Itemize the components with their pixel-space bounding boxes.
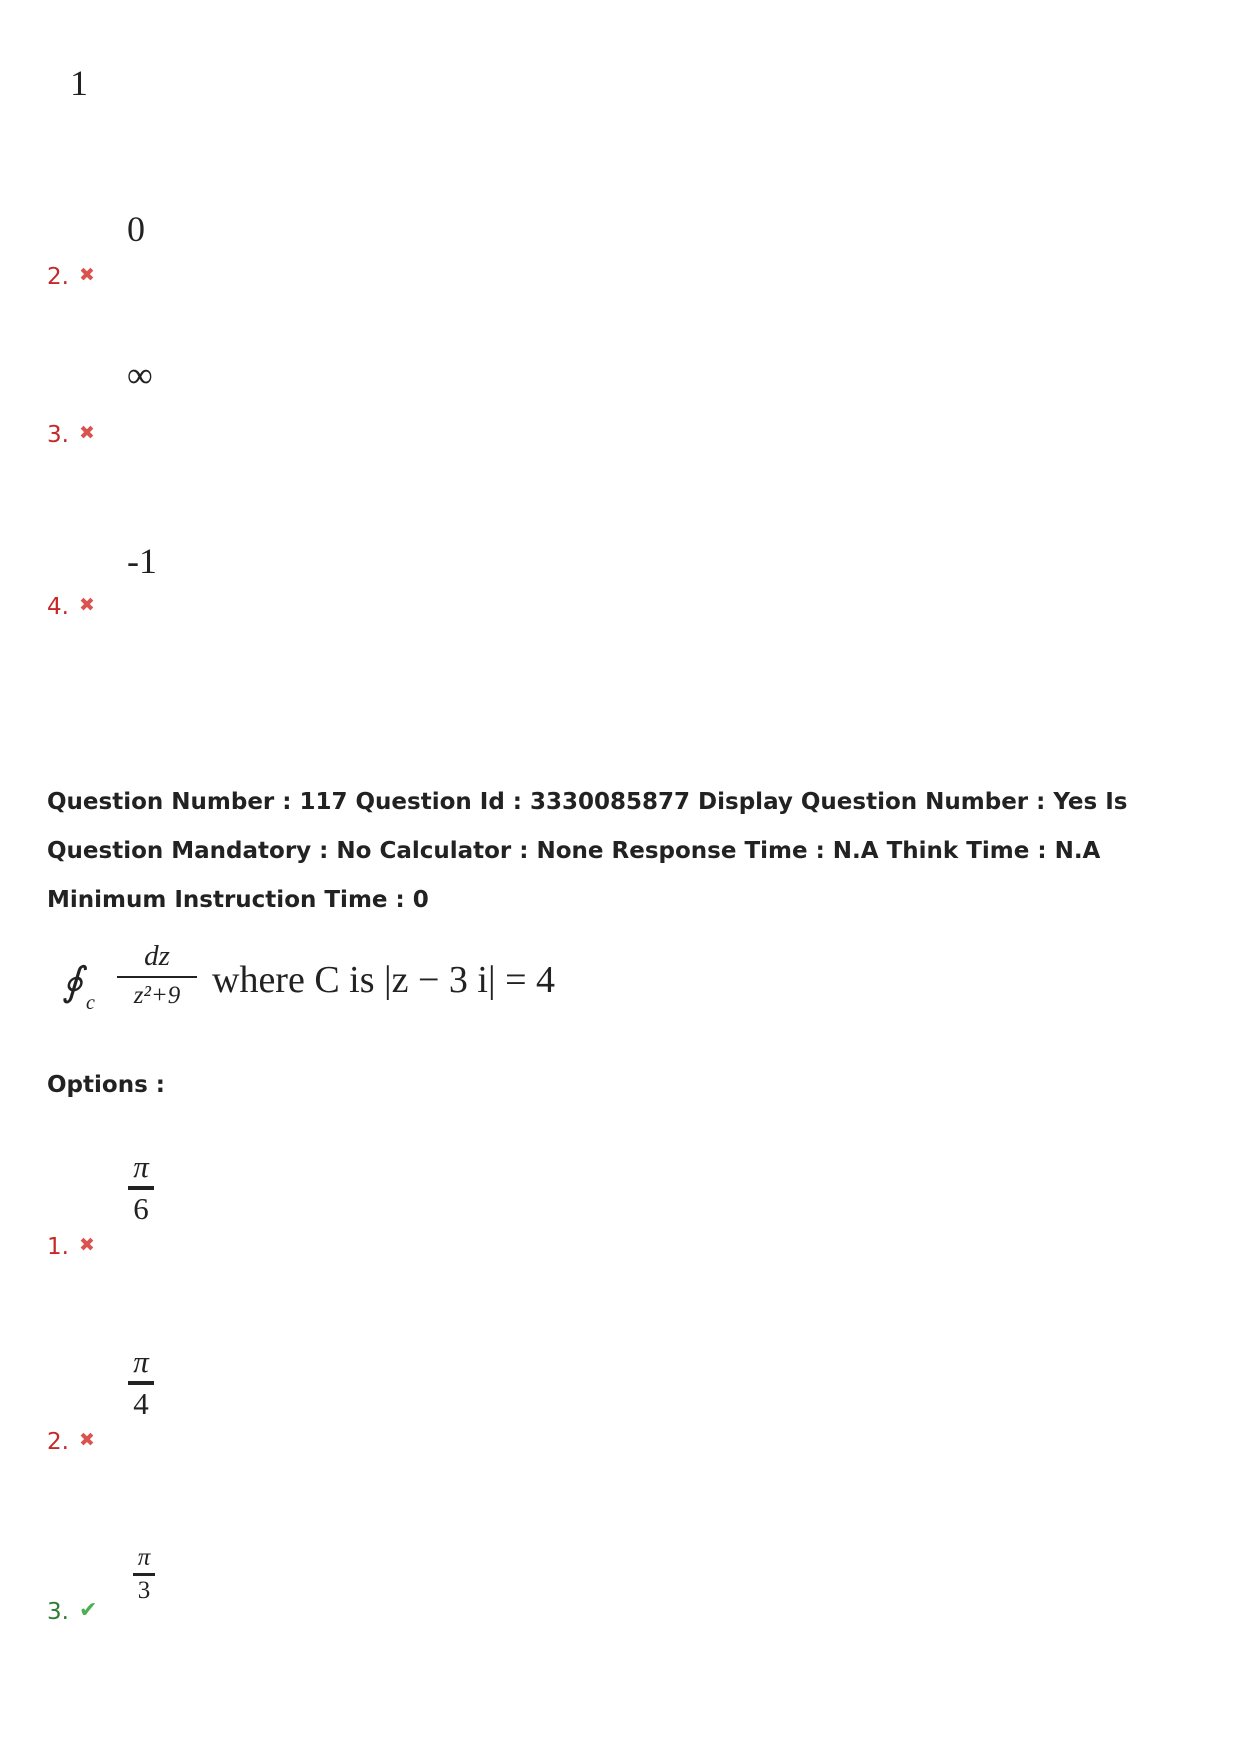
option-1 <box>47 1150 447 1260</box>
fraction-denominator: 6 <box>133 1191 149 1226</box>
fraction-bar <box>128 1186 154 1190</box>
fraction-denominator: 4 <box>133 1386 149 1421</box>
option-value: ∞ <box>127 355 153 395</box>
option-value: -1 <box>127 541 157 581</box>
option-3 <box>47 1545 447 1625</box>
fraction-bar <box>128 1381 154 1385</box>
option-2 <box>47 1345 447 1455</box>
question-equation <box>62 940 622 1020</box>
fraction-numerator: π <box>133 1344 149 1379</box>
options-label: Options : <box>47 1072 165 1098</box>
wrong-cross-icon: ✖ <box>79 594 95 616</box>
integrand-numerator: dz <box>144 940 170 972</box>
previous-option-3 <box>47 348 447 448</box>
question-meta: Question Number : 117 Question Id : 3330085877 Display Question Number : Yes Is Question Mandatory : No Calculator : None Response Time : N.A Think Time : N.A Minimum Instruction Time : 0 <box>47 789 1128 913</box>
option-number: 1. <box>47 1234 69 1260</box>
fraction-bar <box>133 1573 155 1576</box>
integral-subscript: c <box>86 992 95 1014</box>
wrong-cross-icon: ✖ <box>79 264 95 286</box>
integrand-denominator: z²+9 <box>133 982 181 1009</box>
option-number: 3. <box>47 1599 69 1625</box>
fraction-bar <box>117 976 197 978</box>
fraction-denominator: 3 <box>137 1577 151 1604</box>
fraction-numerator: π <box>133 1149 149 1184</box>
option-number: 2. <box>47 264 69 290</box>
option-fraction <box>128 1545 160 1604</box>
equation-condition: where C is |z − 3 i| = 4 <box>212 959 556 1001</box>
previous-option-value: 1 <box>70 63 88 103</box>
option-value: 0 <box>127 209 145 249</box>
contour-integral-symbol: ∮ <box>62 959 83 1004</box>
previous-option-2 <box>47 190 447 290</box>
wrong-cross-icon: ✖ <box>79 1429 95 1451</box>
wrong-cross-icon: ✖ <box>79 1234 95 1256</box>
correct-check-icon: ✔ <box>79 1598 98 1623</box>
option-number: 2. <box>47 1429 69 1455</box>
option-number: 4. <box>47 594 69 620</box>
wrong-cross-icon: ✖ <box>79 422 95 444</box>
fraction-numerator: π <box>137 1544 151 1571</box>
option-fraction <box>125 1150 157 1226</box>
integrand-fraction <box>117 940 197 1010</box>
option-number: 3. <box>47 422 69 448</box>
option-fraction <box>125 1345 157 1421</box>
previous-option-4 <box>47 520 447 620</box>
